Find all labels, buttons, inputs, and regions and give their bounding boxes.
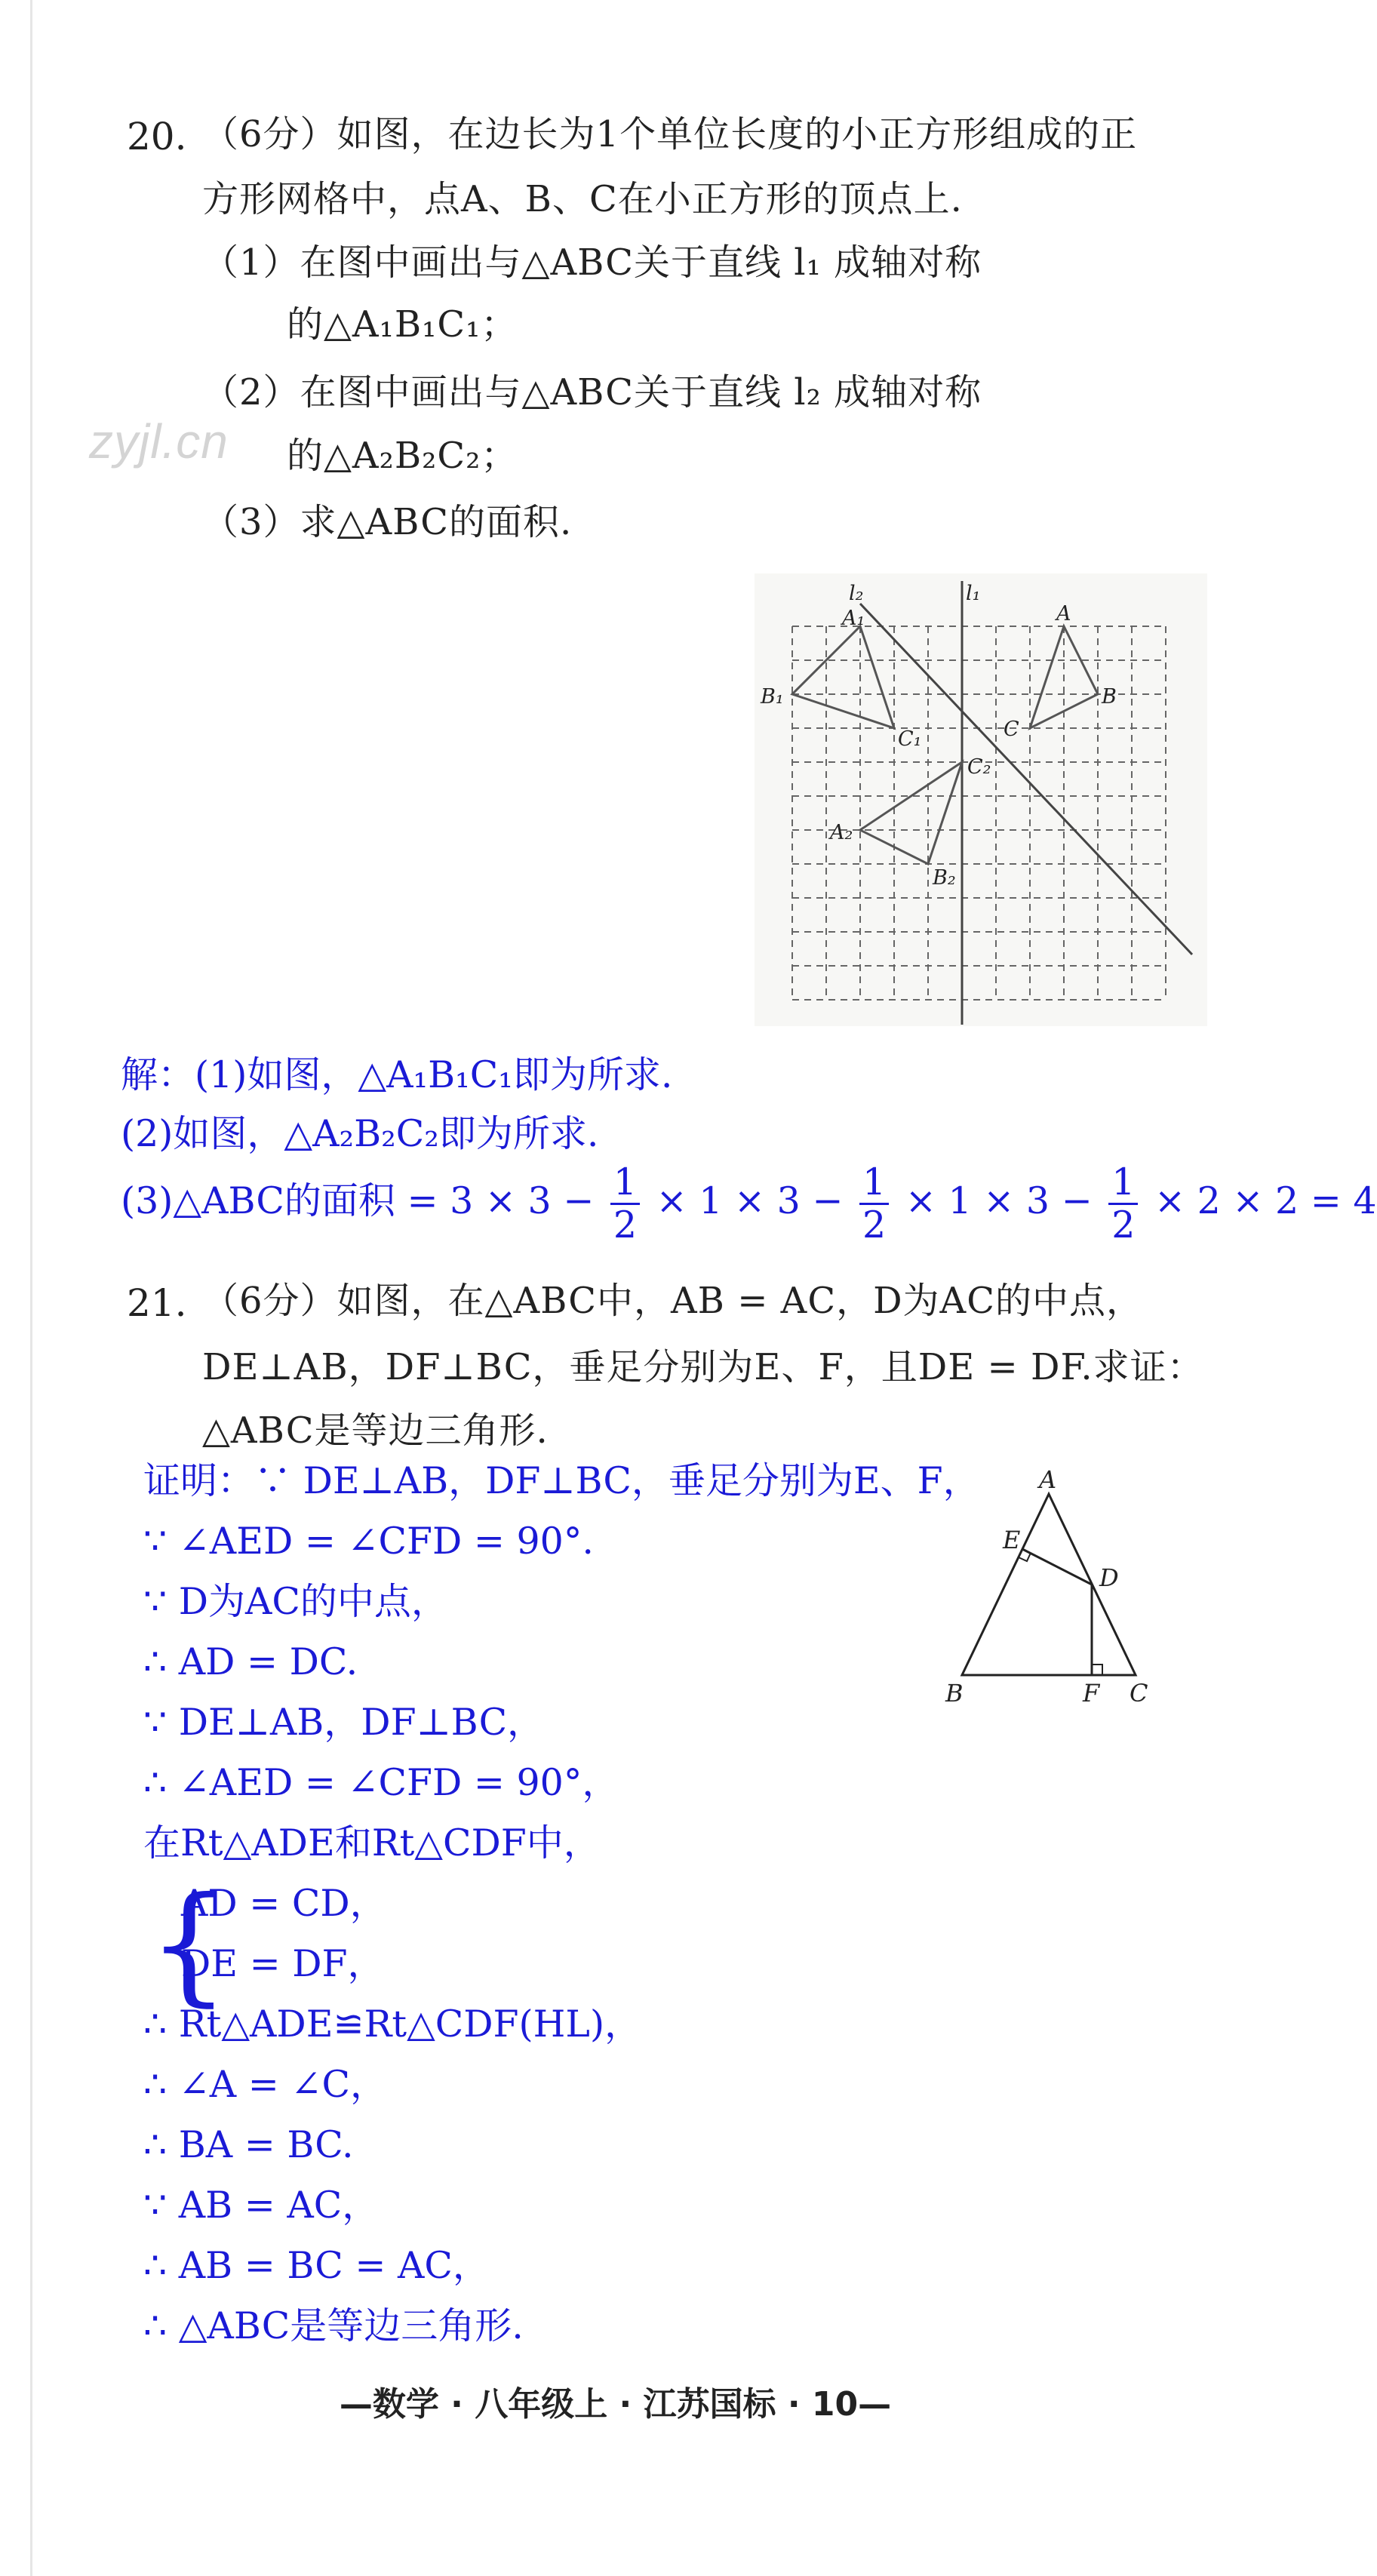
sol20-line3-t1: × 1 × 3 − — [656, 1179, 844, 1222]
label-d: D — [1099, 1563, 1119, 1592]
label-c2: C₂ — [967, 755, 991, 779]
fraction-denominator: 2 — [862, 1203, 887, 1247]
sol21-line12: ∴ BA = BC. — [143, 2123, 354, 2166]
q20-line1: （6分）如图，在边长为1个单位长度的小正方形组成的正 — [202, 113, 1138, 155]
fraction-numerator: 1 — [859, 1162, 889, 1205]
q20-line2: 方形网格中，点A、B、C在小正方形的顶点上. — [202, 178, 963, 220]
q20-grid-figure — [755, 573, 1207, 1026]
sol21-line4: ∴ AD = DC. — [143, 1640, 358, 1683]
sol21-line9: DE = DF， — [181, 1942, 385, 1985]
q20-line6: 的△A₂B₂C₂； — [287, 435, 518, 477]
sol21-line8: AD = CD， — [181, 1882, 387, 1925]
sol21-line3: ∵ D为AC的中点， — [143, 1580, 448, 1623]
q21-line2: DE⊥AB，DF⊥BC，垂足分别为E、F，且DE = DF.求证： — [202, 1346, 1204, 1388]
label-a: A — [1056, 602, 1071, 626]
sol21-line10: ∴ Rt△ADE≌Rt△CDF(HL)， — [143, 2003, 642, 2046]
sol20-line3-pre: (3)△ABC的面积 = 3 × 3 − — [121, 1179, 595, 1222]
fraction — [610, 1162, 640, 1246]
sol21-line5: ∵ DE⊥AB，DF⊥BC， — [143, 1701, 545, 1744]
q20-line3: （1）在图中画出与△ABC关于直线 l₁ 成轴对称 — [202, 241, 982, 284]
fraction — [1108, 1162, 1138, 1246]
q21-number: 21. — [127, 1281, 187, 1325]
label-l2: l₂ — [849, 582, 864, 605]
sol20-line3 — [121, 1162, 1377, 1246]
sol21-line14: ∴ AB = BC = AC， — [143, 2244, 490, 2287]
label-b2: B₂ — [933, 866, 956, 890]
sol21-line1: 证明：∵ DE⊥AB，DF⊥BC，垂足分别为E、F， — [143, 1459, 980, 1502]
label-c1: C₁ — [898, 727, 922, 751]
q20-line4: 的△A₁B₁C₁； — [287, 303, 518, 346]
sol20-line3-t2: × 1 × 3 − — [905, 1179, 1093, 1222]
sol20-line2: (2)如图，△A₂B₂C₂即为所求. — [121, 1112, 599, 1155]
sol21-line13: ∵ AB = AC， — [143, 2184, 380, 2227]
page-footer: —数学 · 八年级上 · 江苏国标 · 10— — [339, 2385, 892, 2424]
label-c: C — [1004, 718, 1019, 741]
q21-triangle-figure — [932, 1465, 1181, 1713]
sol21-line15: ∴ △ABC是等边三角形. — [143, 2304, 524, 2347]
system-brace: { — [148, 1870, 230, 2019]
label-a2: A₂ — [830, 821, 853, 844]
label-f: F — [1083, 1679, 1100, 1708]
label-c: C — [1130, 1679, 1148, 1708]
q20-line5: （2）在图中画出与△ABC关于直线 l₂ 成轴对称 — [202, 371, 982, 413]
page-edge — [30, 0, 32, 2576]
sol20-line1: 解：(1)如图，△A₁B₁C₁即为所求. — [121, 1053, 673, 1096]
label-b1: B₁ — [761, 685, 784, 709]
q20-line7: （3）求△ABC的面积. — [202, 501, 573, 543]
label-a1: A₁ — [842, 607, 865, 630]
sol21-line2: ∵ ∠AED = ∠CFD = 90°. — [143, 1520, 594, 1563]
q20-number: 20. — [127, 115, 187, 158]
fraction-denominator: 2 — [613, 1203, 638, 1247]
label-l1: l₁ — [966, 582, 981, 605]
label-a: A — [1039, 1465, 1057, 1494]
sol21-line11: ∴ ∠A = ∠C， — [143, 2063, 387, 2106]
label-e: E — [1003, 1526, 1021, 1554]
right-angle-f — [1092, 1665, 1102, 1675]
sol21-line6: ∴ ∠AED = ∠CFD = 90°， — [143, 1761, 619, 1804]
segment-de — [1022, 1549, 1092, 1585]
fraction — [859, 1162, 889, 1246]
fraction-numerator: 1 — [1108, 1162, 1138, 1205]
sol20-line3-t3: × 2 × 2 = 4 — [1154, 1179, 1377, 1222]
q21-line3: △ABC是等边三角形. — [202, 1409, 549, 1452]
watermark: zyjl.cn — [89, 414, 229, 469]
fraction-denominator: 2 — [1111, 1203, 1136, 1247]
label-b: B — [945, 1679, 964, 1708]
q21-line1: （6分）如图，在△ABC中，AB = AC，D为AC的中点， — [202, 1280, 1143, 1322]
sol21-line7: 在Rt△ADE和Rt△CDF中， — [143, 1821, 601, 1864]
label-b: B — [1102, 685, 1117, 709]
fraction-numerator: 1 — [610, 1162, 640, 1205]
